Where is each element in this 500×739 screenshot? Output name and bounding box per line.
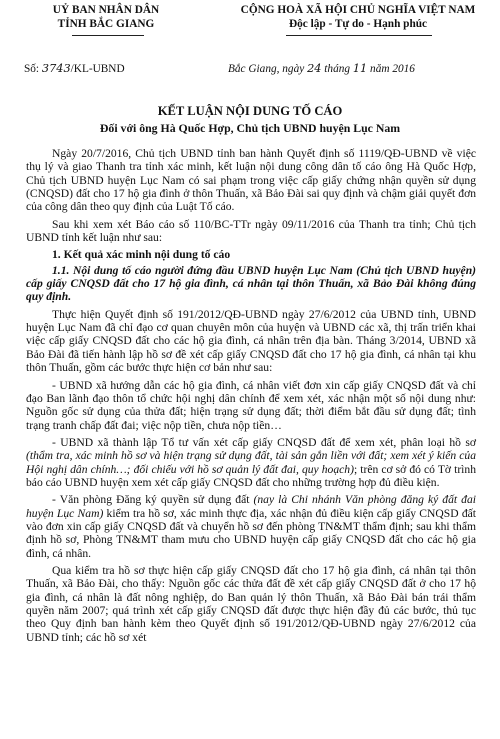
paragraph-5-italic: (thẩm tra, xác minh hồ sơ và hiện trạng sử dụng đất, tài sản gắn liền với đất; xem xét ý kiến của Hội nghị dân chính…; đối chiếu với hồ sơ quản lý đất đai, quy hoạch) [26,449,476,476]
document-title: KẾT LUẬN NỘI DUNG TỐ CÁO [157,104,343,118]
section-heading-1-1: 1.1. Nội dung tố cáo người đứng đầu UBND huyện Lục Nam (Chủ tịch UBND huyện) cấp giấy CNQSD đất cho 17 hộ gia đình, cá nhân tại thôn Thuấn, xã Bảo Đài không đúng quy định. [26,263,476,304]
paragraph-5 [26,436,476,489]
paragraph-1: Ngày 20/7/2016, Chủ tịch UBND tỉnh ban hành Quyết định số 1119/QĐ-UBND về việc thụ lý và giao Thanh tra tỉnh xác minh, kết luận nội dung công dân tố cáo ông Hà Quốc Hợp, Chủ tịch UBND huyện Lục Nam có sai phạm trong việc cấp giấy chứng nhận quyền sử dụng (CNQSD) đất cho 17 hộ gia đình ở thôn Thuấn, xã Bảo Đài sai quy định và chậm giải quyết đơn của công dân theo quy định của Luật Tố cáo. [26,147,476,214]
document-number-suffix: /KL-UBND [70,63,125,75]
authority-underline [72,35,144,36]
national-motto-block [222,4,494,31]
issuing-authority-line1: UỶ BAN NHÂN DÂN [52,4,160,16]
date-month-label: tháng [324,63,351,75]
date-day: 24 [307,62,322,75]
paragraph-2: Sau khi xem xét Báo cáo số 110/BC-TTr ngày 09/11/2016 của Thanh tra tỉnh; Chủ tịch UBND tỉnh kết luận như sau: [26,217,476,245]
paragraph-4: - UBND xã hướng dẫn các hộ gia đình, cá nhân viết đơn xin cấp giấy CNQSD đất và chỉ đạo Ban lãnh đạo thôn tổ chức hội nghị dân chính để xem xét, xác nhận một số nội dung như: Nguồn gốc sử dụng của thửa đất; hiện trạng sử dụng đất; thời điểm bắt đầu sử dụng đất; tình trạng tranh chấp đất đai; việc nộp tiền, chưa nộp tiền… [26,378,476,432]
document-body [26,147,476,648]
issuing-authority-block [6,4,206,31]
paragraph-6-italic: (nay là Chi nhánh Văn phòng đăng ký đất đai huyện Lục Nam) [26,493,476,520]
motto-underline [286,35,432,36]
document-number [24,62,125,75]
paragraph-5-text-a: - UBND xã thành lập Tổ tư vấn xét cấp giấy CNQSD đất để xem xét, phân loại hồ sơ [52,435,476,449]
document-number-value: 3743 [41,62,71,75]
paragraph-6-text-a: - Văn phòng Đăng ký quyền sử dụng đất [52,493,254,507]
paragraph-6 [26,493,476,560]
issuing-authority-line2: TỈNH BẮC GIANG [57,17,155,30]
date-month: 11 [352,62,368,75]
date-year: năm 2016 [370,63,415,75]
paragraph-3: Thực hiện Quyết định số 191/2012/QĐ-UBND ngày 27/6/2012 của UBND tỉnh, UBND huyện Lục Nam đã chỉ đạo cơ quan chuyên môn của huyện và UBND các xã, thị trấn triển khai việc cấp giấy CNQSD đất cho các hộ gia đình, cá nhân trên địa bàn. Tháng 3/2014, UBND xã Bảo Đài đã tiến hành lập hồ sơ đề xét cấp giấy CNQSD đất cho 17 hộ gia đình, cá nhân tại khu thôn Thuấn, gồm các bước thực hiện cơ bản như sau: [26,307,476,375]
section-heading-1: 1. Kết quả xác minh nội dung tố cáo [52,248,231,262]
paragraph-6-text-c: kiểm tra hồ sơ, xác minh thực địa, xác nhận đủ điều kiện cấp giấy CNQSD đất vào đơn xin cấp giấy CNQSD đất và chuyển hồ sơ đến phòng TN&MT thẩm định; sau khi thẩm định hồ sơ, Phòng TN&MT tham mưu cho UBND huyện cấp giấy CNQSD đất cho các hộ gia đình, cá nhân. [26,506,476,560]
document-subtitle: Đối với ông Hà Quốc Hợp, Chủ tịch UBND huyện Lục Nam [99,121,401,135]
paragraph-7: Qua kiểm tra hồ sơ thực hiện cấp giấy CNQSD đất cho 17 hộ gia đình, cá nhân tại thôn Thuấn, xã Bảo Đài, cho thấy: Nguồn gốc các thửa đất đề xét cấp giấy CNQSD đất ở cho 17 hộ gia đình, cá nhân là đất nông nghiệp, do Ban quản lý thôn Thuấn, xã Bảo Đài bán trái thẩm quyền năm 2007; quá trình xét cấp giấy CNQSD đất được thực hiện đầy đủ các bước, thủ tục theo Quy định ban hành kèm theo Quyết định số 191/2012/QĐ-UBND ngày 27/6/2012 của UBND tỉnh; các hồ sơ xét [26,563,476,644]
national-title: CỘNG HOÀ XÃ HỘI CHỦ NGHĨA VIỆT NAM [240,4,476,16]
paragraph-5-text-c: ; trên cơ sở đó có Tờ trình báo cáo UBND huyện xem xét cấp giấy CNQSD đất cho những trường hợp đủ điều kiện. [26,462,476,489]
document-number-prefix: Số: [24,63,40,75]
date-prefix: Bắc Giang, ngày [228,63,305,75]
national-motto: Độc lập - Tự do - Hạnh phúc [288,17,428,30]
date-line [228,62,415,75]
